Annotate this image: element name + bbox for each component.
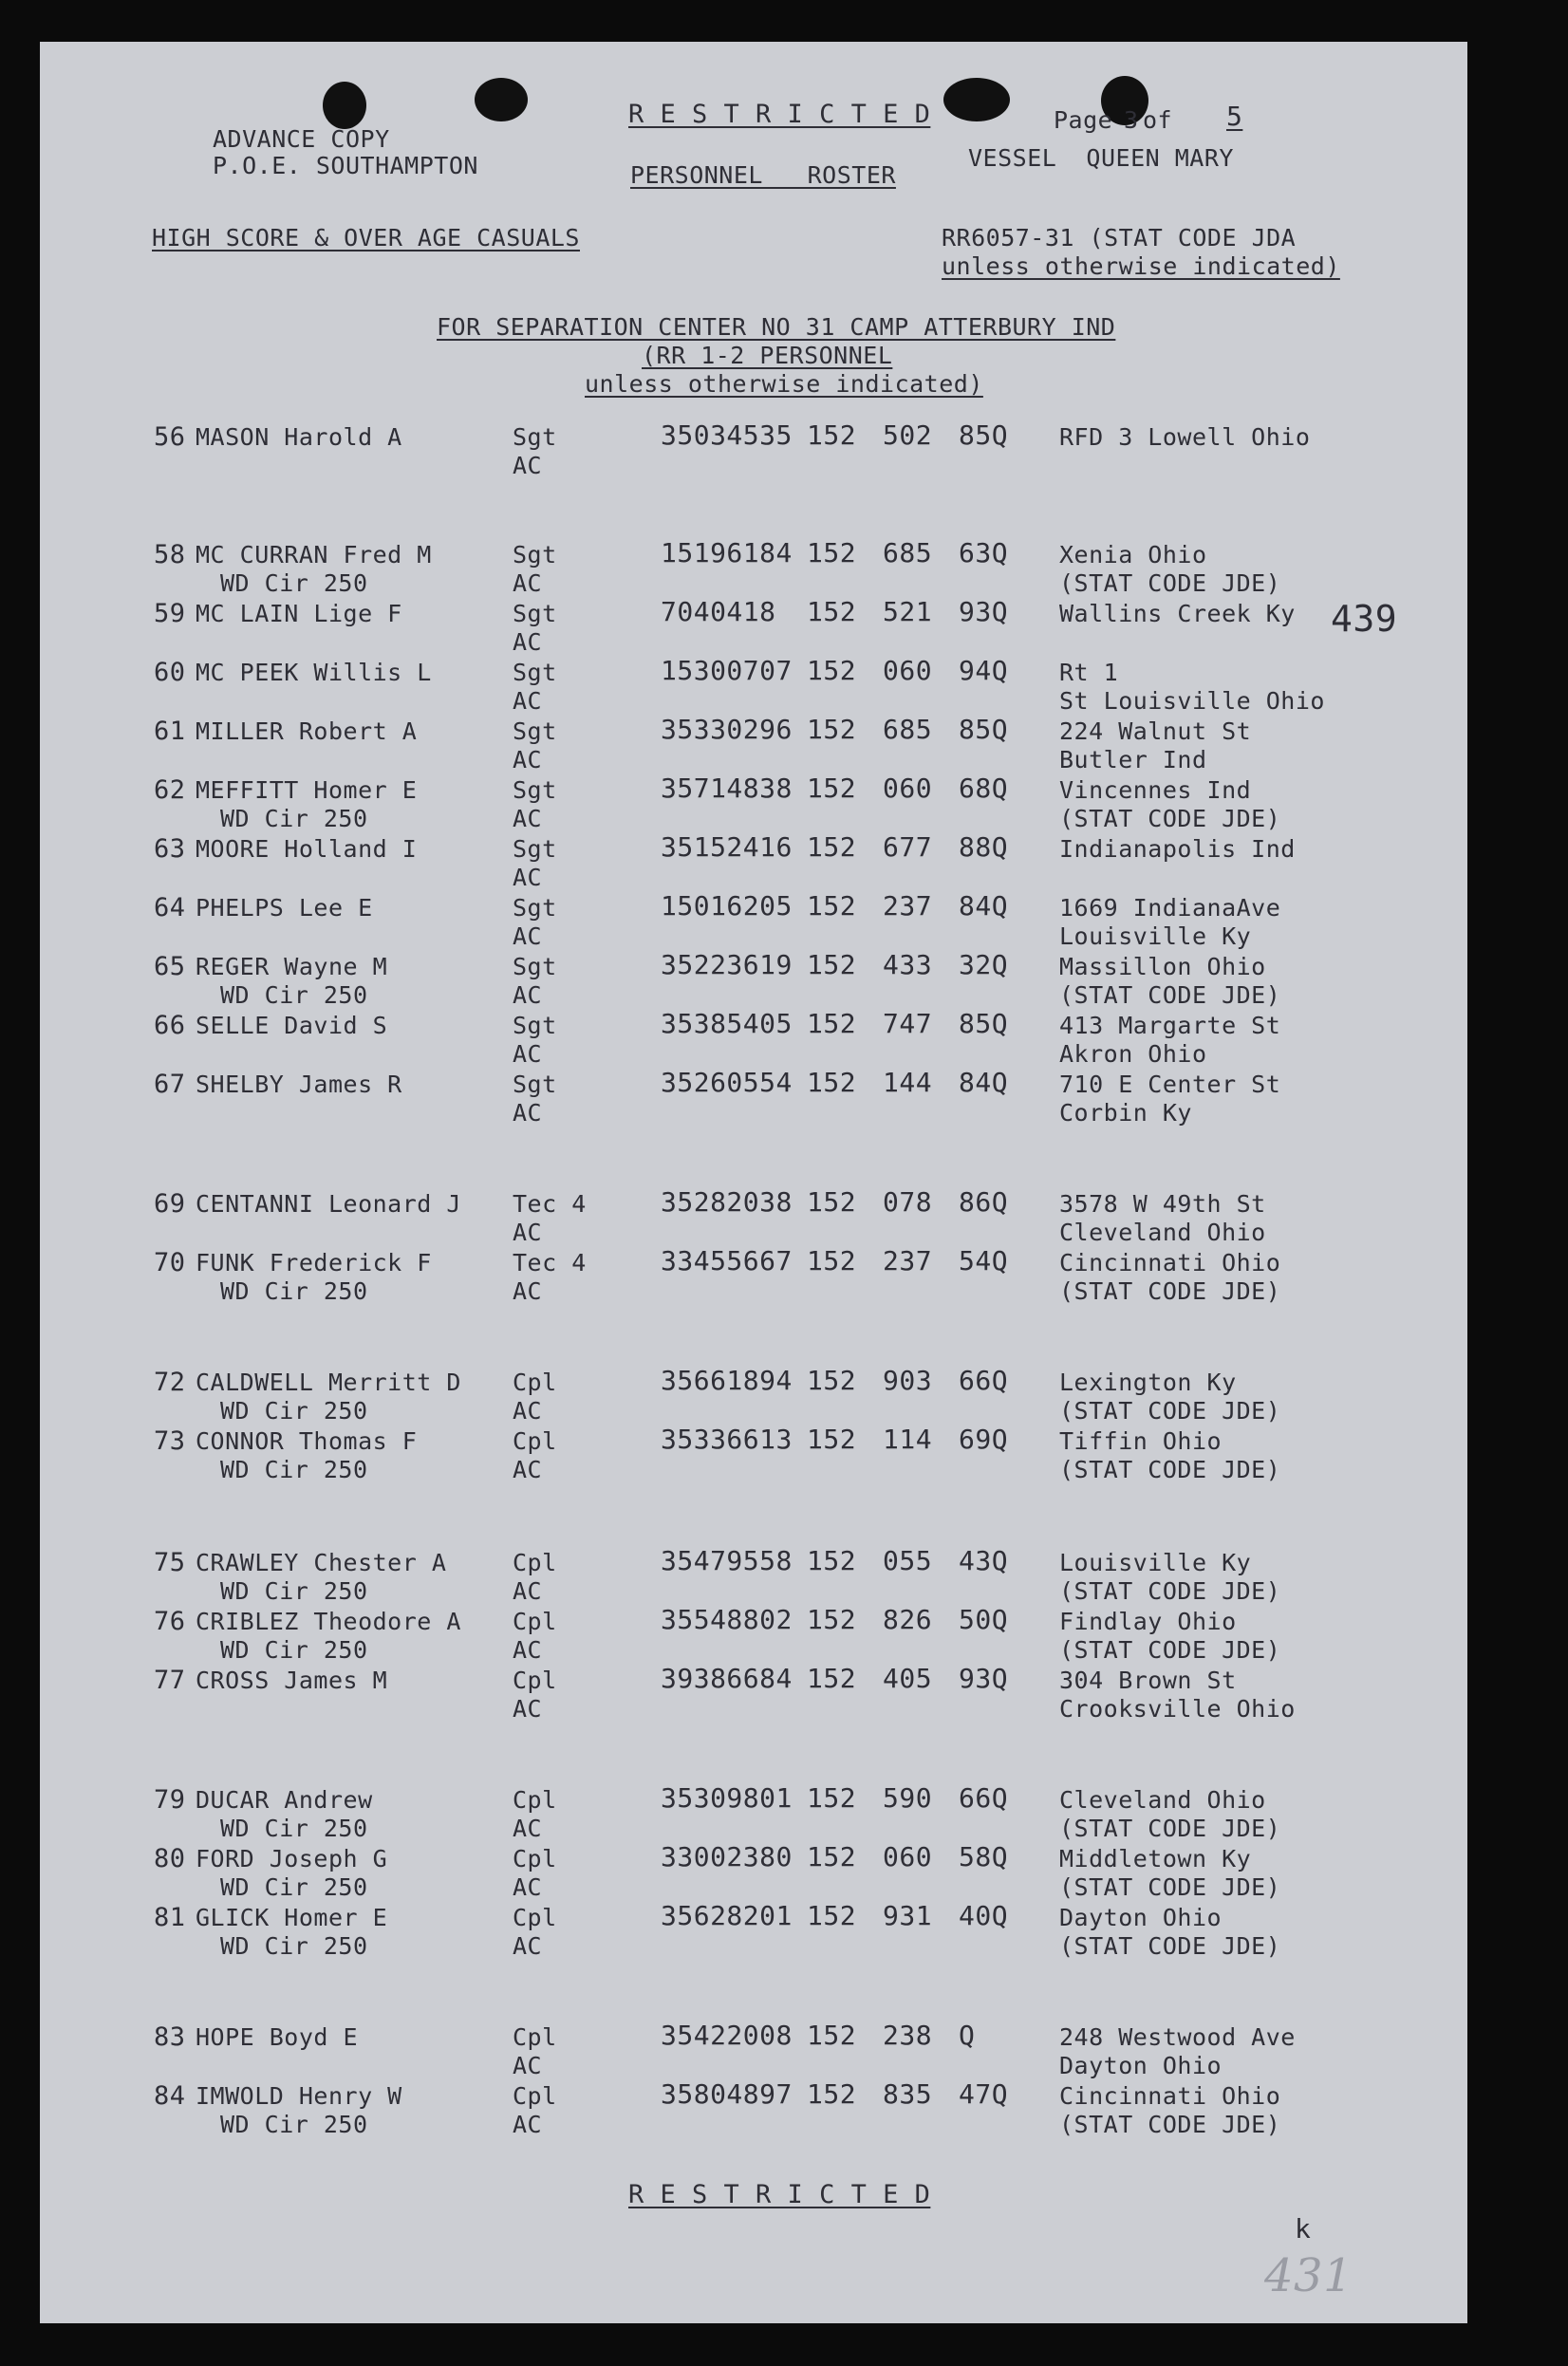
row-code-3: 93Q [959, 1663, 1009, 1694]
row-code-2: 826 [883, 1604, 933, 1635]
separation-center-title: FOR SEPARATION CENTER NO 31 CAMP ATTERBURY IND [437, 313, 1116, 341]
row-serial: 39386684 [661, 1663, 793, 1694]
unless-note: unless otherwise indicated) [585, 370, 983, 398]
row-code-3: 66Q [959, 1782, 1009, 1814]
row-reference: WD Cir 250 [220, 1277, 368, 1305]
row-address-line1: Middletown Ky [1059, 1845, 1252, 1872]
row-name: HOPE Boyd E [196, 2023, 359, 2051]
row-code-1: 152 [807, 1245, 857, 1276]
row-code-2: 590 [883, 1782, 933, 1814]
row-address-line1: 413 Margarte St [1059, 1012, 1281, 1039]
row-rank: Sgt [513, 423, 557, 451]
row-serial: 7040418 [661, 596, 776, 627]
row-code-1: 152 [807, 714, 857, 745]
row-code-1: 152 [807, 1604, 857, 1635]
row-branch: AC [513, 2111, 543, 2138]
row-rank: Sgt [513, 541, 557, 568]
row-number: 56 [154, 422, 186, 452]
row-address-line1: 710 E Center St [1059, 1071, 1281, 1098]
row-branch: AC [513, 746, 543, 773]
restricted-footer: R E S T R I C T E D [628, 2180, 931, 2209]
row-code-3: Q [959, 2020, 976, 2051]
row-name: DUCAR Andrew [196, 1786, 373, 1814]
row-branch: AC [513, 1636, 543, 1664]
row-number: 75 [154, 1548, 186, 1577]
row-rank: Sgt [513, 717, 557, 745]
punch-hole [475, 78, 528, 121]
row-reference: WD Cir 250 [220, 1456, 368, 1483]
row-branch: AC [513, 1815, 543, 1842]
row-code-2: 502 [883, 419, 933, 451]
row-address-line2: Butler Ind [1059, 746, 1207, 773]
row-number: 69 [154, 1189, 186, 1219]
row-serial: 35152416 [661, 831, 793, 863]
row-code-3: 85Q [959, 419, 1009, 451]
row-name: REGER Wayne M [196, 953, 388, 980]
row-address-line2: (STAT CODE JDE) [1059, 569, 1281, 597]
row-number: 62 [154, 775, 186, 805]
row-address-line1: Findlay Ohio [1059, 1608, 1237, 1635]
initial-mark: k [1295, 2213, 1312, 2245]
row-serial: 35336613 [661, 1424, 793, 1455]
row-branch: AC [513, 452, 543, 479]
row-number: 80 [154, 1844, 186, 1873]
row-name: CENTANNI Leonard J [196, 1190, 461, 1218]
row-rank: Sgt [513, 776, 557, 804]
row-code-1: 152 [807, 1900, 857, 1931]
row-code-3: 43Q [959, 1545, 1009, 1576]
row-code-3: 63Q [959, 537, 1009, 568]
punch-hole [943, 78, 1010, 121]
row-address-line2: (STAT CODE JDE) [1059, 1873, 1281, 1901]
row-code-3: 50Q [959, 1604, 1009, 1635]
row-rank: Sgt [513, 1071, 557, 1098]
row-branch: AC [513, 1873, 543, 1901]
row-reference: WD Cir 250 [220, 1397, 368, 1425]
row-code-3: 85Q [959, 714, 1009, 745]
row-number: 65 [154, 952, 186, 981]
row-code-2: 931 [883, 1900, 933, 1931]
row-number: 73 [154, 1426, 186, 1456]
row-address-line1: 3578 W 49th St [1059, 1190, 1266, 1218]
port-label: P.O.E. SOUTHAMPTON [213, 152, 478, 179]
row-address-line1: 248 Westwood Ave [1059, 2023, 1296, 2051]
row-address-line2: Corbin Ky [1059, 1099, 1192, 1127]
row-rank: Cpl [513, 1667, 557, 1694]
row-rank: Cpl [513, 1369, 557, 1396]
row-branch: AC [513, 569, 543, 597]
row-rank: Cpl [513, 1427, 557, 1455]
row-reference: WD Cir 250 [220, 805, 368, 832]
row-name: MEFFITT Homer E [196, 776, 418, 804]
row-code-2: 677 [883, 831, 933, 863]
row-address-line2: Louisville Ky [1059, 922, 1252, 950]
row-serial: 35385405 [661, 1008, 793, 1039]
row-code-2: 237 [883, 1245, 933, 1276]
advance-copy-label: ADVANCE COPY [213, 125, 390, 153]
row-name: GLICK Homer E [196, 1904, 388, 1931]
row-serial: 35330296 [661, 714, 793, 745]
row-reference: WD Cir 250 [220, 1932, 368, 1960]
page-of-label: of [1143, 106, 1173, 134]
row-code-2: 685 [883, 714, 933, 745]
row-number: 70 [154, 1248, 186, 1277]
row-address-line1: Rt 1 [1059, 659, 1119, 686]
row-code-3: 40Q [959, 1900, 1009, 1931]
row-name: CRAWLEY Chester A [196, 1549, 447, 1576]
row-rank: Sgt [513, 1012, 557, 1039]
row-number: 64 [154, 893, 186, 922]
row-number: 61 [154, 717, 186, 746]
roster-title: PERSONNEL _ ROSTER [630, 161, 896, 189]
row-address-line2: (STAT CODE JDE) [1059, 1577, 1281, 1605]
row-reference: WD Cir 250 [220, 1815, 368, 1842]
row-code-1: 152 [807, 773, 857, 804]
row-address-line2: (STAT CODE JDE) [1059, 1456, 1281, 1483]
row-number: 76 [154, 1607, 186, 1636]
row-code-1: 152 [807, 1545, 857, 1576]
row-rank: Tec 4 [513, 1249, 587, 1276]
row-branch: AC [513, 864, 543, 891]
row-number: 66 [154, 1011, 186, 1040]
row-address-line1: Cleveland Ohio [1059, 1786, 1266, 1814]
row-name: MC LAIN Lige F [196, 600, 402, 627]
row-address-line2: (STAT CODE JDE) [1059, 1636, 1281, 1664]
row-code-3: 93Q [959, 596, 1009, 627]
row-number: 81 [154, 1903, 186, 1932]
row-address-line2: (STAT CODE JDE) [1059, 1277, 1281, 1305]
row-name: CROSS James M [196, 1667, 388, 1694]
row-code-2: 114 [883, 1424, 933, 1455]
row-serial: 15196184 [661, 537, 793, 568]
row-address-line1: Cincinnati Ohio [1059, 2082, 1281, 2110]
margin-number: 439 [1331, 598, 1398, 640]
row-rank: Sgt [513, 894, 557, 922]
row-number: 84 [154, 2081, 186, 2111]
row-rank: Sgt [513, 953, 557, 980]
row-code-1: 152 [807, 831, 857, 863]
row-branch: AC [513, 1040, 543, 1068]
row-code-1: 152 [807, 1067, 857, 1098]
row-branch: AC [513, 981, 543, 1009]
row-address-line2: (STAT CODE JDE) [1059, 1815, 1281, 1842]
row-code-3: 84Q [959, 1067, 1009, 1098]
row-reference: WD Cir 250 [220, 569, 368, 597]
row-serial: 33455667 [661, 1245, 793, 1276]
row-rank: Sgt [513, 600, 557, 627]
row-number: 67 [154, 1070, 186, 1099]
row-name: MC CURRAN Fred M [196, 541, 432, 568]
vessel-label: VESSEL QUEEN MARY [968, 144, 1234, 172]
row-rank: Cpl [513, 2082, 557, 2110]
row-code-2: 060 [883, 773, 933, 804]
row-code-1: 152 [807, 419, 857, 451]
row-code-2: 238 [883, 2020, 933, 2051]
row-name: CALDWELL Merritt D [196, 1369, 461, 1396]
row-address-line2: (STAT CODE JDE) [1059, 2111, 1281, 2138]
row-serial: 35548802 [661, 1604, 793, 1635]
row-code-1: 152 [807, 1008, 857, 1039]
row-code-3: 88Q [959, 831, 1009, 863]
row-code-2: 078 [883, 1186, 933, 1218]
row-code-3: 84Q [959, 890, 1009, 922]
row-number: 63 [154, 834, 186, 864]
row-name: MASON Harold A [196, 423, 402, 451]
page-total: 5 [1226, 101, 1243, 132]
row-code-2: 685 [883, 537, 933, 568]
row-number: 77 [154, 1666, 186, 1695]
row-address-line1: RFD 3 Lowell Ohio [1059, 423, 1311, 451]
row-name: FUNK Frederick F [196, 1249, 432, 1276]
row-branch: AC [513, 1695, 543, 1723]
row-code-2: 144 [883, 1067, 933, 1098]
row-rank: Cpl [513, 1549, 557, 1576]
row-address-line2: Akron Ohio [1059, 1040, 1207, 1068]
row-rank: Cpl [513, 2023, 557, 2051]
row-branch: AC [513, 628, 543, 656]
row-branch: AC [513, 805, 543, 832]
row-address-line2: Crooksville Ohio [1059, 1695, 1296, 1723]
row-serial: 35804897 [661, 2078, 793, 2110]
row-code-1: 152 [807, 949, 857, 980]
row-branch: AC [513, 687, 543, 715]
row-serial: 15300707 [661, 655, 793, 686]
row-serial: 35479558 [661, 1545, 793, 1576]
row-code-1: 152 [807, 1365, 857, 1396]
row-number: 83 [154, 2022, 186, 2052]
row-number: 59 [154, 599, 186, 628]
row-name: PHELPS Lee E [196, 894, 373, 922]
row-code-2: 903 [883, 1365, 933, 1396]
row-address-line1: Dayton Ohio [1059, 1904, 1223, 1931]
row-address-line2: Dayton Ohio [1059, 2052, 1223, 2079]
row-code-2: 521 [883, 596, 933, 627]
row-number: 79 [154, 1785, 186, 1815]
row-reference: WD Cir 250 [220, 2111, 368, 2138]
row-address-line2: Cleveland Ohio [1059, 1219, 1266, 1246]
row-serial: 35628201 [661, 1900, 793, 1931]
row-branch: AC [513, 2052, 543, 2079]
row-serial: 35034535 [661, 419, 793, 451]
stat-code-line2: unless otherwise indicated) [942, 252, 1340, 280]
row-code-1: 152 [807, 1841, 857, 1872]
row-name: CONNOR Thomas F [196, 1427, 418, 1455]
row-code-1: 152 [807, 1663, 857, 1694]
row-serial: 35309801 [661, 1782, 793, 1814]
row-number: 72 [154, 1368, 186, 1397]
row-code-2: 433 [883, 949, 933, 980]
row-code-1: 152 [807, 1424, 857, 1455]
row-name: SHELBY James R [196, 1071, 402, 1098]
row-serial: 35661894 [661, 1365, 793, 1396]
row-code-1: 152 [807, 1186, 857, 1218]
row-address-line1: 1669 IndianaAve [1059, 894, 1281, 922]
row-serial: 35714838 [661, 773, 793, 804]
page-label: Page [1054, 106, 1113, 134]
row-branch: AC [513, 922, 543, 950]
row-serial: 35223619 [661, 949, 793, 980]
row-address-line2: (STAT CODE JDE) [1059, 981, 1281, 1009]
row-rank: Cpl [513, 1786, 557, 1814]
row-code-2: 835 [883, 2078, 933, 2110]
row-address-line1: 224 Walnut St [1059, 717, 1252, 745]
row-code-3: 47Q [959, 2078, 1009, 2110]
row-code-1: 152 [807, 2078, 857, 2110]
row-name: CRIBLEZ Theodore A [196, 1608, 461, 1635]
row-serial: 15016205 [661, 890, 793, 922]
row-serial: 35422008 [661, 2020, 793, 2051]
row-branch: AC [513, 1456, 543, 1483]
row-reference: WD Cir 250 [220, 1577, 368, 1605]
row-code-3: 54Q [959, 1245, 1009, 1276]
row-address-line1: 304 Brown St [1059, 1667, 1237, 1694]
row-name: SELLE David S [196, 1012, 388, 1039]
row-code-1: 152 [807, 655, 857, 686]
row-reference: WD Cir 250 [220, 1873, 368, 1901]
row-address-line2: (STAT CODE JDE) [1059, 1397, 1281, 1425]
row-code-3: 66Q [959, 1365, 1009, 1396]
row-name: IMWOLD Henry W [196, 2082, 402, 2110]
row-reference: WD Cir 250 [220, 1636, 368, 1664]
document-page [40, 42, 1467, 2323]
row-branch: AC [513, 1099, 543, 1127]
row-branch: AC [513, 1219, 543, 1246]
row-address-line1: Tiffin Ohio [1059, 1427, 1223, 1455]
row-code-2: 060 [883, 1841, 933, 1872]
row-address-line1: Lexington Ky [1059, 1369, 1237, 1396]
row-rank: Cpl [513, 1904, 557, 1931]
row-address-line2: (STAT CODE JDE) [1059, 805, 1281, 832]
row-address-line1: Cincinnati Ohio [1059, 1249, 1281, 1276]
row-address-line2: (STAT CODE JDE) [1059, 1932, 1281, 1960]
stat-code-line1: RR6057-31 (STAT CODE JDA [942, 224, 1297, 252]
row-code-1: 152 [807, 537, 857, 568]
row-code-2: 747 [883, 1008, 933, 1039]
row-name: MILLER Robert A [196, 717, 418, 745]
row-rank: Sgt [513, 659, 557, 686]
row-code-3: 32Q [959, 949, 1009, 980]
punch-hole [323, 82, 366, 129]
row-code-3: 68Q [959, 773, 1009, 804]
row-address-line1: Vincennes Ind [1059, 776, 1252, 804]
row-address-line1: Massillon Ohio [1059, 953, 1266, 980]
row-address-line1: Louisville Ky [1059, 1549, 1252, 1576]
restricted-title: R E S T R I C T E D [628, 100, 931, 129]
row-code-3: 86Q [959, 1186, 1009, 1218]
page-number: 3 [1124, 106, 1139, 134]
row-name: FORD Joseph G [196, 1845, 388, 1872]
row-code-1: 152 [807, 596, 857, 627]
row-code-3: 69Q [959, 1424, 1009, 1455]
row-rank: Sgt [513, 835, 557, 863]
row-number: 60 [154, 658, 186, 687]
row-code-1: 152 [807, 1782, 857, 1814]
row-branch: AC [513, 1277, 543, 1305]
row-code-3: 58Q [959, 1841, 1009, 1872]
row-code-2: 237 [883, 890, 933, 922]
row-rank: Cpl [513, 1845, 557, 1872]
handwritten-page-number: 431 [1264, 2249, 1353, 2302]
row-rank: Tec 4 [513, 1190, 587, 1218]
row-code-3: 85Q [959, 1008, 1009, 1039]
row-name: MOORE Holland I [196, 835, 418, 863]
row-code-2: 055 [883, 1545, 933, 1576]
row-address-line1: Indianapolis Ind [1059, 835, 1296, 863]
row-branch: AC [513, 1932, 543, 1960]
row-number: 58 [154, 540, 186, 569]
row-branch: AC [513, 1397, 543, 1425]
row-address-line1: Wallins Creek Ky [1059, 600, 1296, 627]
row-code-2: 060 [883, 655, 933, 686]
row-code-2: 405 [883, 1663, 933, 1694]
row-address-line2: St Louisville Ohio [1059, 687, 1325, 715]
personnel-category: (RR 1-2 PERSONNEL [642, 342, 893, 369]
row-code-3: 94Q [959, 655, 1009, 686]
row-reference: WD Cir 250 [220, 981, 368, 1009]
row-branch: AC [513, 1577, 543, 1605]
row-name: MC PEEK Willis L [196, 659, 432, 686]
row-code-1: 152 [807, 2020, 857, 2051]
row-serial: 33002380 [661, 1841, 793, 1872]
row-rank: Cpl [513, 1608, 557, 1635]
row-address-line1: Xenia Ohio [1059, 541, 1207, 568]
row-serial: 35282038 [661, 1186, 793, 1218]
row-serial: 35260554 [661, 1067, 793, 1098]
category-title: HIGH SCORE & OVER AGE CASUALS [152, 224, 580, 252]
row-code-1: 152 [807, 890, 857, 922]
